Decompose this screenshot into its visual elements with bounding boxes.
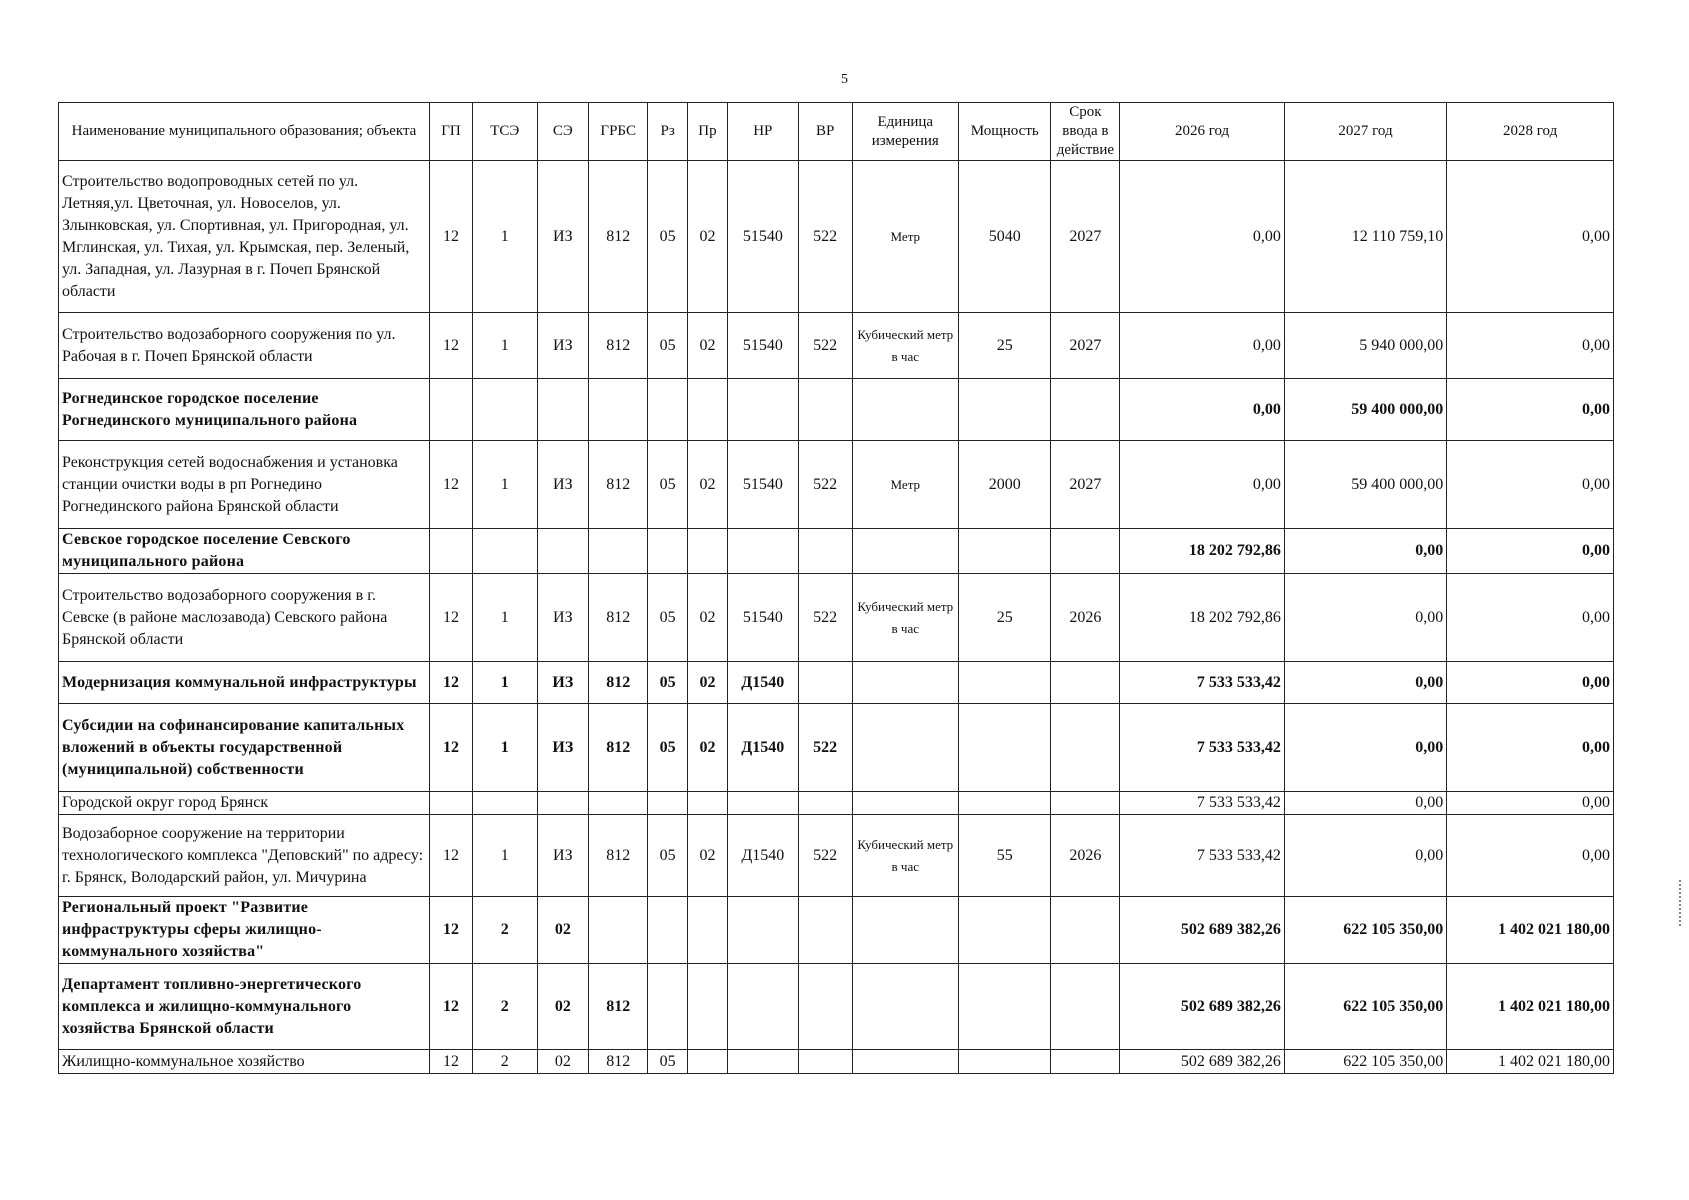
cell-gp: 12 — [430, 161, 473, 313]
header-rz: Рз — [648, 103, 688, 161]
cell-y2026: 7 533 533,42 — [1120, 704, 1285, 792]
table-row — [59, 704, 1614, 792]
cell-y2026: 0,00 — [1120, 161, 1285, 313]
cell-name: Департамент топливно-энергетического комплекса и жилищно-коммунального хозяйства Брянской области — [59, 964, 430, 1050]
cell-nr — [727, 1050, 798, 1074]
cell-rz: 05 — [648, 161, 688, 313]
cell-nr: Д1540 — [727, 662, 798, 704]
header-nr: НР — [727, 103, 798, 161]
cell-nr: 51540 — [727, 574, 798, 662]
cell-tse: 1 — [473, 313, 538, 379]
cell-y2028: 0,00 — [1447, 815, 1614, 897]
cell-unit: Кубический метр в час — [852, 574, 958, 662]
cell-rz: 05 — [648, 1050, 688, 1074]
cell-nr — [727, 964, 798, 1050]
cell-grbs: 812 — [589, 313, 648, 379]
header-unit: Единица измерения — [852, 103, 958, 161]
cell-vr — [798, 792, 852, 815]
cell-tse: 2 — [473, 897, 538, 964]
cell-vr: 522 — [798, 574, 852, 662]
cell-power: 25 — [959, 313, 1051, 379]
cell-y2026: 18 202 792,86 — [1120, 529, 1285, 574]
cell-pr: 02 — [688, 574, 728, 662]
cell-name: Севское городское поселение Севского муниципального района — [59, 529, 430, 574]
cell-power — [959, 1050, 1051, 1074]
cell-gp: 12 — [430, 704, 473, 792]
cell-grbs: 812 — [589, 161, 648, 313]
cell-term: 2027 — [1051, 441, 1120, 529]
header-name: Наименование муниципального образования; объекта — [59, 103, 430, 161]
cell-power — [959, 379, 1051, 441]
cell-power: 5040 — [959, 161, 1051, 313]
cell-power: 2000 — [959, 441, 1051, 529]
cell-y2027: 0,00 — [1284, 529, 1446, 574]
cell-unit — [852, 792, 958, 815]
cell-name: Жилищно-коммунальное хозяйство — [59, 1050, 430, 1074]
cell-gp: 12 — [430, 897, 473, 964]
cell-y2028: 0,00 — [1447, 704, 1614, 792]
cell-term — [1051, 529, 1120, 574]
cell-vr: 522 — [798, 313, 852, 379]
cell-unit: Кубический метр в час — [852, 815, 958, 897]
cell-vr — [798, 897, 852, 964]
cell-se: ИЗ — [537, 815, 589, 897]
cell-rz — [648, 897, 688, 964]
cell-term: 2027 — [1051, 161, 1120, 313]
header-tse: ТСЭ — [473, 103, 538, 161]
cell-nr: Д1540 — [727, 815, 798, 897]
header-2028: 2028 год — [1447, 103, 1614, 161]
cell-vr: 522 — [798, 161, 852, 313]
cell-term — [1051, 1050, 1120, 1074]
cell-tse — [473, 529, 538, 574]
cell-power — [959, 529, 1051, 574]
cell-y2026: 502 689 382,26 — [1120, 897, 1285, 964]
cell-term: 2027 — [1051, 313, 1120, 379]
cell-y2026: 18 202 792,86 — [1120, 574, 1285, 662]
cell-y2028: 1 402 021 180,00 — [1447, 897, 1614, 964]
cell-se: ИЗ — [537, 662, 589, 704]
header-power: Мощность — [959, 103, 1051, 161]
cell-term — [1051, 897, 1120, 964]
table-row — [59, 815, 1614, 897]
cell-term — [1051, 704, 1120, 792]
cell-rz: 05 — [648, 441, 688, 529]
cell-y2026: 0,00 — [1120, 313, 1285, 379]
table-row — [59, 662, 1614, 704]
header-2027: 2027 год — [1284, 103, 1446, 161]
cell-term — [1051, 379, 1120, 441]
cell-unit: Метр — [852, 161, 958, 313]
cell-pr — [688, 529, 728, 574]
header-term: Срок ввода в действие — [1051, 103, 1120, 161]
table-row — [59, 574, 1614, 662]
cell-y2026: 0,00 — [1120, 379, 1285, 441]
cell-unit — [852, 529, 958, 574]
cell-gp: 12 — [430, 815, 473, 897]
cell-grbs: 812 — [589, 574, 648, 662]
cell-grbs: 812 — [589, 441, 648, 529]
cell-power — [959, 964, 1051, 1050]
cell-vr — [798, 1050, 852, 1074]
cell-y2028: 0,00 — [1447, 792, 1614, 815]
table-row — [59, 897, 1614, 964]
cell-grbs: 812 — [589, 704, 648, 792]
cell-nr: 51540 — [727, 313, 798, 379]
cell-gp: 12 — [430, 441, 473, 529]
cell-y2028: 0,00 — [1447, 379, 1614, 441]
table-row — [59, 313, 1614, 379]
cell-se: 02 — [537, 1050, 589, 1074]
table-row — [59, 529, 1614, 574]
cell-se: ИЗ — [537, 161, 589, 313]
cell-term: 2026 — [1051, 815, 1120, 897]
cell-unit — [852, 379, 958, 441]
cell-nr — [727, 792, 798, 815]
margin-mark — [1679, 880, 1683, 926]
cell-name: Реконструкция сетей водоснабжения и установка станции очистки воды в рп Рогнедино Рогнединского района Брянской области — [59, 441, 430, 529]
header-2026: 2026 год — [1120, 103, 1285, 161]
cell-y2026: 7 533 533,42 — [1120, 815, 1285, 897]
cell-unit — [852, 964, 958, 1050]
cell-vr: 522 — [798, 704, 852, 792]
cell-rz — [648, 379, 688, 441]
cell-unit: Кубический метр в час — [852, 313, 958, 379]
cell-pr — [688, 897, 728, 964]
cell-rz — [648, 964, 688, 1050]
cell-y2028: 0,00 — [1447, 161, 1614, 313]
cell-gp — [430, 379, 473, 441]
cell-pr: 02 — [688, 161, 728, 313]
cell-grbs: 812 — [589, 662, 648, 704]
cell-se: ИЗ — [537, 704, 589, 792]
cell-gp — [430, 792, 473, 815]
cell-tse — [473, 379, 538, 441]
cell-name: Городской округ город Брянск — [59, 792, 430, 815]
cell-name: Субсидии на софинансирование капитальных вложений в объекты государственной (муниципальной) собственности — [59, 704, 430, 792]
cell-grbs — [589, 529, 648, 574]
cell-y2027: 0,00 — [1284, 815, 1446, 897]
page-number: 5 — [841, 72, 848, 87]
cell-name: Строительство водозаборного сооружения в г. Севске (в районе маслозавода) Севского района Брянской области — [59, 574, 430, 662]
cell-y2027: 12 110 759,10 — [1284, 161, 1446, 313]
cell-vr: 522 — [798, 441, 852, 529]
cell-unit: Метр — [852, 441, 958, 529]
cell-grbs — [589, 379, 648, 441]
cell-y2028: 0,00 — [1447, 662, 1614, 704]
cell-rz: 05 — [648, 662, 688, 704]
header-grbs: ГРБС — [589, 103, 648, 161]
cell-gp: 12 — [430, 662, 473, 704]
cell-grbs: 812 — [589, 1050, 648, 1074]
cell-gp — [430, 529, 473, 574]
cell-y2026: 0,00 — [1120, 441, 1285, 529]
cell-tse — [473, 792, 538, 815]
cell-rz: 05 — [648, 313, 688, 379]
cell-y2028: 1 402 021 180,00 — [1447, 1050, 1614, 1074]
table-row — [59, 379, 1614, 441]
cell-grbs — [589, 792, 648, 815]
cell-y2028: 0,00 — [1447, 441, 1614, 529]
cell-unit — [852, 662, 958, 704]
cell-pr — [688, 792, 728, 815]
cell-rz: 05 — [648, 574, 688, 662]
cell-name: Региональный проект "Развитие инфраструктуры сферы жилищно-коммунального хозяйства" — [59, 897, 430, 964]
cell-y2027: 622 105 350,00 — [1284, 1050, 1446, 1074]
cell-power: 55 — [959, 815, 1051, 897]
cell-gp: 12 — [430, 313, 473, 379]
cell-se: ИЗ — [537, 313, 589, 379]
cell-pr — [688, 379, 728, 441]
cell-vr: 522 — [798, 815, 852, 897]
header-se: СЭ — [537, 103, 589, 161]
cell-rz — [648, 529, 688, 574]
cell-pr: 02 — [688, 313, 728, 379]
cell-se — [537, 529, 589, 574]
cell-pr: 02 — [688, 704, 728, 792]
cell-rz — [648, 792, 688, 815]
cell-vr — [798, 529, 852, 574]
cell-term — [1051, 662, 1120, 704]
cell-nr: 51540 — [727, 161, 798, 313]
cell-unit — [852, 704, 958, 792]
cell-pr — [688, 964, 728, 1050]
table-row — [59, 1050, 1614, 1074]
table-row — [59, 964, 1614, 1050]
cell-pr: 02 — [688, 441, 728, 529]
header-pr: Пр — [688, 103, 728, 161]
cell-tse: 1 — [473, 574, 538, 662]
cell-unit — [852, 1050, 958, 1074]
table-row — [59, 161, 1614, 313]
cell-name: Модернизация коммунальной инфраструктуры — [59, 662, 430, 704]
cell-rz: 05 — [648, 815, 688, 897]
cell-name: Строительство водозаборного сооружения по ул. Рабочая в г. Почеп Брянской области — [59, 313, 430, 379]
cell-name: Рогнединское городское поселение Рогнединского муниципального района — [59, 379, 430, 441]
cell-nr — [727, 529, 798, 574]
cell-se: 02 — [537, 897, 589, 964]
cell-y2028: 0,00 — [1447, 313, 1614, 379]
cell-power — [959, 662, 1051, 704]
cell-y2027: 59 400 000,00 — [1284, 379, 1446, 441]
cell-tse: 1 — [473, 662, 538, 704]
cell-y2027: 0,00 — [1284, 574, 1446, 662]
cell-power: 25 — [959, 574, 1051, 662]
cell-y2026: 502 689 382,26 — [1120, 1050, 1285, 1074]
cell-se: 02 — [537, 964, 589, 1050]
cell-term — [1051, 792, 1120, 815]
cell-se — [537, 792, 589, 815]
cell-y2027: 622 105 350,00 — [1284, 964, 1446, 1050]
header-gp: ГП — [430, 103, 473, 161]
cell-vr — [798, 662, 852, 704]
header-vr: ВР — [798, 103, 852, 161]
cell-nr — [727, 379, 798, 441]
cell-y2026: 7 533 533,42 — [1120, 792, 1285, 815]
cell-se: ИЗ — [537, 574, 589, 662]
cell-grbs — [589, 897, 648, 964]
cell-power — [959, 897, 1051, 964]
cell-y2027: 5 940 000,00 — [1284, 313, 1446, 379]
cell-grbs: 812 — [589, 815, 648, 897]
cell-name: Водозаборное сооружение на территории технологического комплекса "Деповский" по адресу: г. Брянск, Володарский район, ул. Мичурина — [59, 815, 430, 897]
cell-tse: 1 — [473, 441, 538, 529]
cell-term — [1051, 964, 1120, 1050]
table-row — [59, 441, 1614, 529]
cell-name: Строительство водопроводных сетей по ул. Летняя,ул. Цветочная, ул. Новоселов, ул. Злынковская, ул. Спортивная, ул. Пригородная, ул. Мглинская, ул. Тихая, ул. Крымская, пер. Зеленый, ул. Западная, ул. Лазурная в г. Почеп Брянской области — [59, 161, 430, 313]
cell-gp: 12 — [430, 964, 473, 1050]
cell-vr — [798, 964, 852, 1050]
cell-tse: 1 — [473, 161, 538, 313]
cell-y2028: 0,00 — [1447, 529, 1614, 574]
cell-grbs: 812 — [589, 964, 648, 1050]
cell-tse: 1 — [473, 704, 538, 792]
cell-nr: Д1540 — [727, 704, 798, 792]
cell-rz: 05 — [648, 704, 688, 792]
cell-se: ИЗ — [537, 441, 589, 529]
cell-y2026: 7 533 533,42 — [1120, 662, 1285, 704]
cell-unit — [852, 897, 958, 964]
cell-se — [537, 379, 589, 441]
cell-tse: 1 — [473, 815, 538, 897]
cell-y2027: 0,00 — [1284, 704, 1446, 792]
budget-table — [58, 102, 1614, 1074]
cell-y2027: 59 400 000,00 — [1284, 441, 1446, 529]
table-row — [59, 792, 1614, 815]
cell-gp: 12 — [430, 574, 473, 662]
cell-power — [959, 704, 1051, 792]
cell-pr: 02 — [688, 662, 728, 704]
cell-term: 2026 — [1051, 574, 1120, 662]
cell-pr: 02 — [688, 815, 728, 897]
cell-vr — [798, 379, 852, 441]
cell-y2027: 622 105 350,00 — [1284, 897, 1446, 964]
header-row — [59, 103, 1614, 161]
cell-nr — [727, 897, 798, 964]
cell-power — [959, 792, 1051, 815]
cell-y2026: 502 689 382,26 — [1120, 964, 1285, 1050]
cell-y2027: 0,00 — [1284, 792, 1446, 815]
cell-y2027: 0,00 — [1284, 662, 1446, 704]
cell-y2028: 1 402 021 180,00 — [1447, 964, 1614, 1050]
cell-nr: 51540 — [727, 441, 798, 529]
cell-pr — [688, 1050, 728, 1074]
cell-tse: 2 — [473, 1050, 538, 1074]
cell-gp: 12 — [430, 1050, 473, 1074]
cell-y2028: 0,00 — [1447, 574, 1614, 662]
cell-tse: 2 — [473, 964, 538, 1050]
